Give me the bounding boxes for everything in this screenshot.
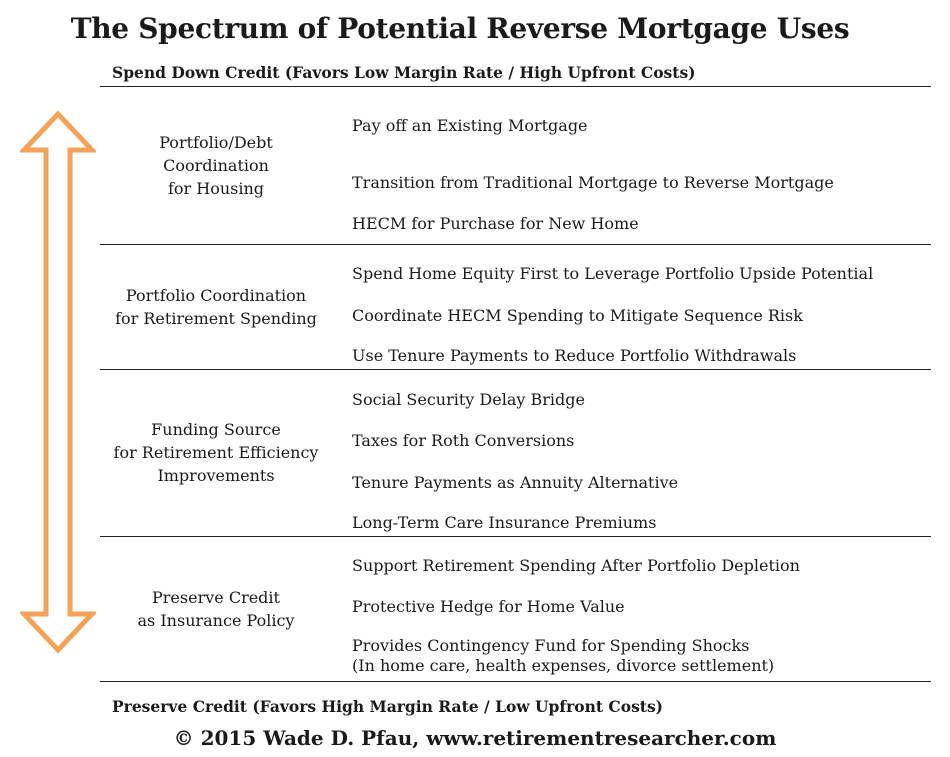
use-text: Spend Home Equity First to Leverage Portfolio Upside Potential — [352, 264, 874, 283]
category-portfolio-coordination-retirement-spending — [100, 284, 332, 330]
use-item — [352, 264, 873, 284]
category-portfolio-debt-coordination — [100, 131, 332, 200]
use-item — [352, 636, 774, 676]
group-divider — [100, 369, 931, 370]
use-item — [352, 431, 574, 451]
spend-down-credit-label: Spend Down Credit (Favors Low Margin Rate / High Upfront Costs) — [112, 63, 696, 82]
category-line: Funding Source — [151, 420, 281, 439]
copyright-notice: © 2015 Wade D. Pfau, www.retirementresearcher.com — [173, 726, 777, 750]
use-text: HECM for Purchase for New Home — [352, 214, 639, 233]
category-line: for Retirement Spending — [115, 309, 317, 328]
category-line: for Housing — [167, 179, 265, 198]
use-text: Pay off an Existing Mortgage — [352, 116, 588, 135]
group-divider — [100, 244, 931, 245]
use-item — [352, 597, 625, 617]
diagram-title: The Spectrum of Potential Reverse Mortgage Uses — [70, 12, 850, 45]
double-arrow-shape — [24, 114, 92, 650]
use-text: Social Security Delay Bridge — [352, 390, 585, 409]
category-line: Coordination — [163, 156, 269, 175]
category-line: Preserve Credit — [152, 588, 280, 607]
use-item — [352, 116, 588, 136]
category-funding-source-efficiency — [100, 418, 332, 487]
preserve-credit-label: Preserve Credit (Favors High Margin Rate / Low Upfront Costs) — [112, 697, 664, 716]
use-text: Transition from Traditional Mortgage to Reverse Mortgage — [352, 173, 834, 192]
category-line: for Retirement Efficiency — [113, 443, 319, 462]
bottom-rule — [100, 681, 931, 682]
use-text: Coordinate HECM Spending to Mitigate Sequence Risk — [352, 306, 803, 325]
use-text: Use Tenure Payments to Reduce Portfolio Withdrawals — [352, 346, 797, 365]
category-line: as Insurance Policy — [137, 611, 295, 630]
use-item — [352, 390, 585, 410]
use-item — [352, 173, 834, 193]
category-line: Portfolio/Debt — [159, 133, 273, 152]
use-text: Long-Term Care Insurance Premiums — [352, 513, 657, 532]
use-text: Support Retirement Spending After Portfolio Depletion — [352, 556, 800, 575]
use-item — [352, 513, 656, 533]
use-text: Tenure Payments as Annuity Alternative — [352, 473, 679, 492]
category-line: Portfolio Coordination — [125, 286, 307, 305]
use-text: Protective Hedge for Home Value — [352, 597, 625, 616]
category-line: Improvements — [157, 466, 275, 485]
use-text: Provides Contingency Fund for Spending Shocks — [352, 636, 750, 655]
group-divider — [100, 536, 931, 537]
use-item — [352, 346, 796, 366]
use-text: Taxes for Roth Conversions — [352, 431, 575, 450]
use-subtext: (In home care, health expenses, divorce settlement) — [352, 656, 775, 675]
use-item — [352, 306, 803, 326]
use-item — [352, 214, 639, 234]
use-item — [352, 556, 800, 576]
double-arrow-icon — [20, 110, 96, 654]
use-item — [352, 473, 678, 493]
top-rule — [100, 86, 931, 87]
category-preserve-credit-insurance — [100, 586, 332, 632]
